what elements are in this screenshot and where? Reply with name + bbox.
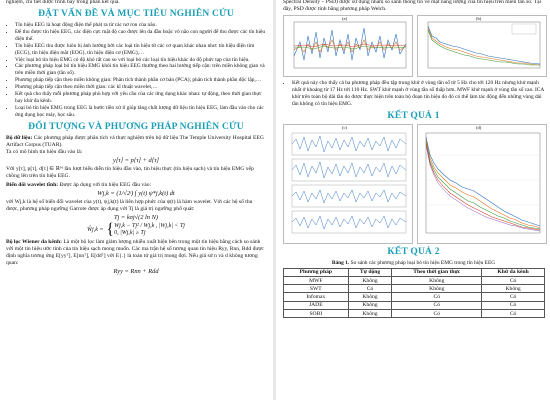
dataset-label: Bộ dữ liệu: bbox=[6, 134, 33, 141]
equation-wavelet: Wj,k = (1/√2ʲ) ∫ y(t) ψ*j,k(t) dt bbox=[97, 189, 175, 197]
result-bullet-list bbox=[283, 80, 544, 108]
figure-c bbox=[283, 124, 413, 244]
wiener-text: Là một bộ lọc làm giảm lượng nhiễu xuất hiện bên trong một tín hiệu bằng cách so sánh với một tín hiệu ước tính của tín hiệu sạch mong muốn. Các ma trận hệ số tương quan tín hiệu Ryy, Rnn, Rdd được định nghĩa tương ứng E[yyᵀ], E[nnᵀ], E[ddᵀ] với E{.} là toán tử giá trị mong đợi. Nếu giả sử n và d không tương quan: bbox=[6, 238, 264, 266]
table-header: Phương pháp bbox=[284, 268, 349, 276]
intro-fragment: nghiệm, chi tiết được trình bày trong phần kết quả. bbox=[6, 0, 120, 5]
figure-d-label: (d) bbox=[476, 124, 482, 130]
equation-correlation: Ryy = Rnn + Rdd bbox=[113, 267, 159, 275]
table-header: Tự động bbox=[348, 268, 392, 276]
table-cell: Infomax bbox=[284, 293, 349, 301]
list-item: • Các phương pháp loại bỏ tín hiệu EMG khỏi tín hiệu EEG thường theo hai hướng tiếp cận: trên miền không gian và trên miền thời gian (tần số). bbox=[15, 63, 266, 77]
dataset-text: Các phương pháp được phân tích và thực nghiệm trên bộ dữ liệu The Temple University Hospital EEG Artifact Corpus (TUAR). bbox=[6, 134, 264, 148]
table-cell: Có bbox=[392, 301, 482, 309]
table-cell: Không bbox=[348, 293, 392, 301]
table-caption-number: Bảng 1. bbox=[331, 259, 350, 266]
garrote-case-2: 0, |Wj,k| ≥ Tj bbox=[114, 229, 146, 236]
wiener-paragraph bbox=[6, 239, 266, 267]
figure-a-label: (a) bbox=[342, 16, 347, 21]
table-cell: Không bbox=[392, 285, 482, 293]
table-header: Khử đa kênh bbox=[482, 268, 545, 276]
table-cell: Có bbox=[392, 293, 482, 301]
wavelet-description: với Wj,k là hệ số biến đổi wavelet của y(t), ψj,k(t) là liên hợp phức của ψ(t) là hàm wavelet. Với các hệ số thu được, phương pháp ngưỡng Garrote được áp dụng với Tj là giá trị ngưỡng phổ quát: bbox=[6, 198, 253, 212]
figure-c-label: (c) bbox=[342, 124, 347, 130]
wiener-label: Bộ lọc Wiener đa kênh: bbox=[6, 238, 62, 245]
model-description: Với y[τ], p[τ], d[τ] ∈ ℝᴹ lần lượt biểu diễn tín hiệu đầu vào, tín hiệu thực (tín hiệu sạch) và tín hiệu EMG xếp chồng lên trên tín hiệu EEG. bbox=[6, 165, 254, 179]
psd-figure-row bbox=[283, 15, 544, 77]
section-title-result-2: KẾT QUẢ 2 bbox=[387, 246, 440, 257]
psd-paragraph: Spectral Density – PSD) được sử dụng nhằm so sánh thông tin về mặt năng lượng của tín hiệu trên miền tần số. Tại đây, PSD được tính bằng phương pháp Welch. bbox=[283, 0, 542, 12]
table-row bbox=[284, 276, 545, 284]
section-title-methods: ĐỐI TƯỢNG VÀ PHƯƠNG PHÁP NGHIÊN CỨU bbox=[28, 121, 244, 132]
list-item: • Kết quả này cho thấy cả ba phương pháp đều tập trung khử ở vùng tần số từ 5 Hz cho tới 120 Hz nhưng khử mạnh nhất ở khoảng từ 17 Hz tới 110 Hz. SWT khử mạnh ở vùng tần số thấp hơn. MWF khử mạnh ở vùng tần số cao. ICA khử trên toàn bộ dải tần do được thực hiện trên toàn bộ đoạn tín hiệu đo đó có thể làm tác động đến những vùng dải tần không có tín hiệu EMG. bbox=[292, 80, 544, 108]
equation-garrote: Ŵj,k = { Wj,k − Tj² / Wj,k , |Wj,k| < Tj 0, |Wj,k| ≥ Tj bbox=[87, 220, 185, 238]
figure-d-plot bbox=[418, 125, 546, 243]
list-item: • Tín hiệu EEG thu được luôn bị ảnh hưởng bởi các loại tín hiệu từ các cơ quan khác nhau như: tín hiệu điện tim (ECG), tín hiệu điện mắt (EOG), tín hiệu điện cơ (EMG),… bbox=[15, 43, 266, 57]
table-row bbox=[284, 285, 545, 293]
table-cell: Có bbox=[482, 301, 545, 309]
table-row bbox=[284, 293, 545, 301]
table-row bbox=[284, 310, 545, 318]
table-caption-text: So sánh các phương pháp loại bỏ tín hiệu EMG trong tín hiệu EEG bbox=[350, 259, 496, 266]
section-title-problem: ĐẶT VẤN ĐỀ VÀ MỤC TIÊU NGHIÊN CỨU bbox=[38, 9, 234, 19]
garrote-lhs: Ŵj,k = bbox=[87, 226, 104, 233]
table-cell: SOBI bbox=[284, 310, 349, 318]
table-cell: Có bbox=[392, 310, 482, 318]
model-intro: Ta có mô hình tín hiệu đầu vào là: bbox=[6, 148, 83, 155]
list-item: • Kết quả cho thấy mỗi phương pháp phù hợp với yêu cầu của các ứng dụng khác nhau: tự động, theo thời gian thực hay khử đa kênh. bbox=[15, 91, 266, 105]
table-cell: Không bbox=[348, 310, 392, 318]
table-cell: Không bbox=[348, 276, 392, 284]
table-cell: MWF bbox=[284, 276, 349, 284]
table-cell: Có bbox=[348, 285, 392, 293]
right-column bbox=[277, 0, 550, 400]
table-caption bbox=[283, 260, 544, 266]
garrote-case-1: Wj,k − Tj² / Wj,k , |Wj,k| < Tj bbox=[114, 222, 185, 229]
list-item: • Để thu được tín hiệu EEG, các điện cực mặt độ cao được lên da đầu hoặc vỏ não con người để thu được các tín hiệu điện thế. bbox=[15, 29, 266, 43]
table-cell: Không bbox=[392, 276, 482, 284]
table-cell: SWT bbox=[284, 285, 349, 293]
result1-figure-row bbox=[283, 124, 544, 244]
list-item: • Loại bỏ tín hiệu EMG trong EEG là bước tiền xử lí giúp tăng chất lượng dữ liệu tín hiệu EEG, làm đầu vào cho các ứng dụng học máy, học sâu. bbox=[15, 105, 266, 119]
problem-bullet-list bbox=[6, 22, 266, 119]
wavelet-paragraph bbox=[6, 182, 266, 189]
dataset-paragraph bbox=[6, 135, 266, 149]
table-cell: Không bbox=[482, 285, 545, 293]
column-divider bbox=[273, 0, 276, 400]
comparison-table bbox=[283, 268, 545, 319]
figure-d bbox=[417, 124, 547, 244]
wavelet-label: Biến đổi wavelet tĩnh: bbox=[6, 181, 59, 188]
equation-signal-model: y[τ] = p[τ] + d[τ] bbox=[112, 156, 160, 164]
list-item: • Phương pháp tiếp cận theo miền không gian: Phân tích thành phần cơ bản (PCA); phân tích thành phần độc lập,… bbox=[15, 77, 266, 84]
table-cell: JADE bbox=[284, 301, 349, 309]
table-header: Theo thời gian thực bbox=[392, 268, 482, 276]
list-item: • Tín hiệu EEG là hoạt động điện thế phát ra từ các nơ ron của não. bbox=[15, 22, 266, 29]
left-column bbox=[0, 0, 272, 400]
table-cell: Không bbox=[348, 301, 392, 309]
table-cell: Có bbox=[482, 276, 545, 284]
list-item: • Phương pháp tiếp cận theo miền thời gian: các kĩ thuật wavelet,… bbox=[15, 84, 266, 91]
table-cell: Có bbox=[482, 293, 545, 301]
list-item: • Việc loại bỏ tín hiệu EMG có độ khó rất cao so với loại bỏ các loại tín hiệu khác do độ phức tạp của tín hiệu. bbox=[15, 57, 266, 64]
figure-c-plot bbox=[284, 125, 412, 243]
figure-a-plot bbox=[284, 16, 412, 76]
section-title-result-1: KẾT QUẢ 1 bbox=[387, 110, 440, 121]
figure-a bbox=[283, 15, 413, 77]
table-row bbox=[284, 301, 545, 309]
equation-threshold: Tj = kσj√(2 ln N) bbox=[114, 213, 158, 221]
wavelet-text: Được áp dụng với tín hiệu EEG đầu vào: bbox=[59, 181, 152, 188]
table-header-row bbox=[284, 268, 545, 276]
figure-b bbox=[417, 15, 547, 77]
figure-b-plot bbox=[418, 16, 546, 76]
table-cell: Có bbox=[482, 310, 545, 318]
figure-b-label: (b) bbox=[476, 16, 482, 21]
